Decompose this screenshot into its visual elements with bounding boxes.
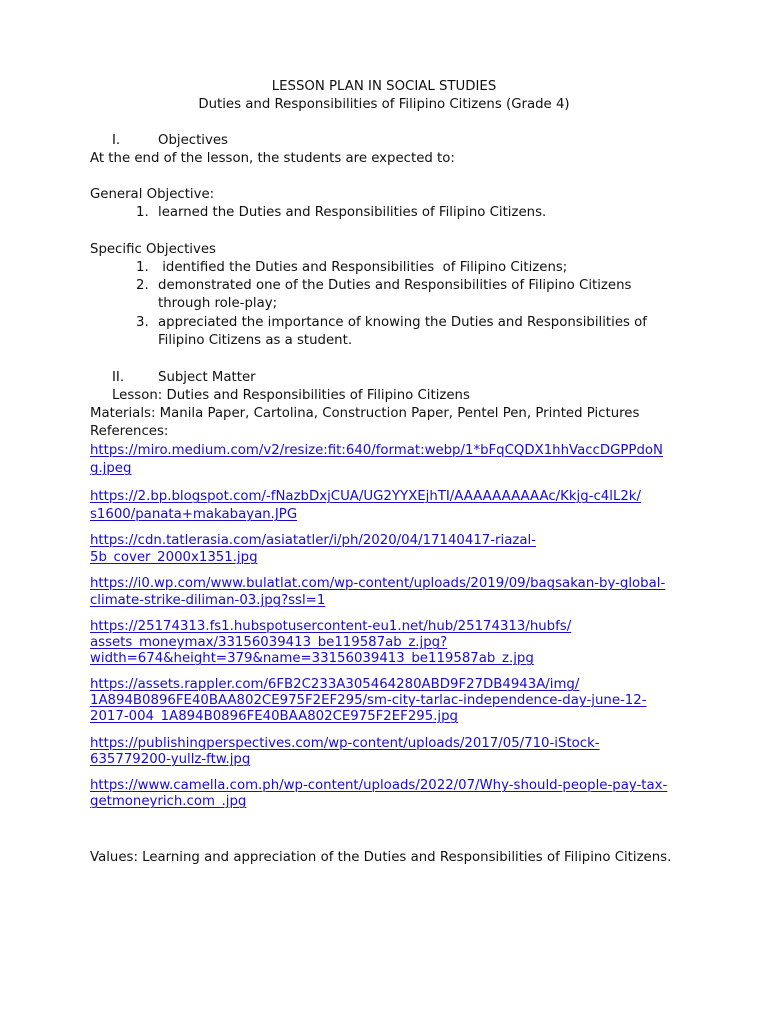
- section-numeral: II.: [112, 370, 125, 385]
- objectives-intro: At the end of the lesson, the students are expected to:: [90, 151, 455, 166]
- reference-link[interactable]: https://www.camella.com.ph/wp-content/uploads/2022/07/Why-should-people-pay-tax-: [90, 778, 668, 793]
- reference-link[interactable]: https://i0.wp.com/www.bulatlat.com/wp-content/uploads/2019/09/bagsakan-by-global-: [90, 576, 666, 591]
- reference-link[interactable]: https://miro.medium.com/v2/resize:fit:640/format:webp/1*bFqCQDX1hhVaccDGPPdoN: [90, 443, 663, 458]
- document-title: LESSON PLAN IN SOCIAL STUDIES: [271, 79, 497, 94]
- reference-link-continued[interactable]: g.jpeg: [90, 461, 132, 476]
- reference-link-continued[interactable]: getmoneyrich.com_.jpg: [90, 794, 247, 809]
- list-text: identified the Duties and Responsibilities of Filipino Citizens;: [158, 260, 568, 275]
- reference-link-continued[interactable]: 1A894B0896FE40BAA802CE975F2EF295/sm-city-tarlac-independence-day-june-12-: [90, 693, 647, 708]
- specific-objective-item: [136, 314, 647, 332]
- references-label: References:: [90, 424, 169, 439]
- list-text: learned the Duties and Responsibilities of Filipino Citizens.: [158, 205, 547, 220]
- reference-link-continued[interactable]: s1600/panata+makabayan.JPG: [90, 507, 298, 522]
- document-subtitle: Duties and Responsibilities of Filipino Citizens (Grade 4): [198, 97, 570, 112]
- reference-link[interactable]: https://cdn.tatlerasia.com/asiatatler/i/ph/2020/04/17140417-riazal-: [90, 533, 536, 548]
- lesson-line: Lesson: Duties and Responsibilities of Filipino Citizens: [112, 388, 470, 403]
- section-heading-objectives: [112, 132, 228, 150]
- list-text: demonstrated one of the Duties and Responsibilities of Filipino Citizens: [158, 278, 632, 293]
- list-number: 1.: [136, 260, 149, 275]
- values-line: Values: Learning and appreciation of the Duties and Responsibilities of Filipino Citizens.: [90, 850, 672, 865]
- reference-link[interactable]: https://assets.rappler.com/6FB2C233A305464280ABD9F27DB4943A/img/: [90, 677, 580, 692]
- general-objective-item: [136, 204, 546, 222]
- reference-link-continued[interactable]: 5b_cover_2000x1351.jpg: [90, 550, 258, 565]
- reference-link[interactable]: https://2.bp.blogspot.com/-fNazbDxjCUA/UG2YYXEjhTI/AAAAAAAAAAc/Kkjg-c4lL2k/: [90, 489, 641, 504]
- list-text-continued: Filipino Citizens as a student.: [158, 333, 353, 348]
- list-number: 1.: [136, 205, 149, 220]
- reference-link-continued[interactable]: 2017-004_1A894B0896FE40BAA802CE975F2EF295.jpg: [90, 709, 459, 724]
- list-text: appreciated the importance of knowing the Duties and Responsibilities of: [158, 315, 647, 330]
- reference-link-continued[interactable]: assets_moneymax/33156039413_be119587ab_z.jpg?: [90, 635, 448, 650]
- specific-objective-item: [136, 277, 631, 295]
- specific-objective-item: [136, 259, 567, 277]
- general-objective-label: General Objective:: [90, 187, 215, 202]
- reference-link-continued[interactable]: width=674&height=379&name=33156039413_be119587ab_z.jpg: [90, 651, 534, 666]
- list-number: 3.: [136, 315, 149, 330]
- section-title: Subject Matter: [158, 370, 256, 385]
- section-numeral: I.: [112, 133, 121, 148]
- reference-link-continued[interactable]: 635779200-yullz-ftw.jpg: [90, 752, 251, 767]
- section-title: Objectives: [158, 133, 228, 148]
- specific-objectives-label: Specific Objectives: [90, 242, 216, 257]
- section-heading-subject-matter: [112, 369, 256, 387]
- list-number: 2.: [136, 278, 149, 293]
- list-text-continued: through role-play;: [158, 296, 278, 311]
- reference-link[interactable]: https://25174313.fs1.hubspotusercontent-eu1.net/hub/25174313/hubfs/: [90, 619, 572, 634]
- reference-link[interactable]: https://publishingperspectives.com/wp-content/uploads/2017/05/710-iStock-: [90, 736, 600, 751]
- materials-line: Materials: Manila Paper, Cartolina, Construction Paper, Pentel Pen, Printed Pictures: [90, 406, 640, 421]
- reference-link-continued[interactable]: climate-strike-diliman-03.jpg?ssl=1: [90, 593, 326, 608]
